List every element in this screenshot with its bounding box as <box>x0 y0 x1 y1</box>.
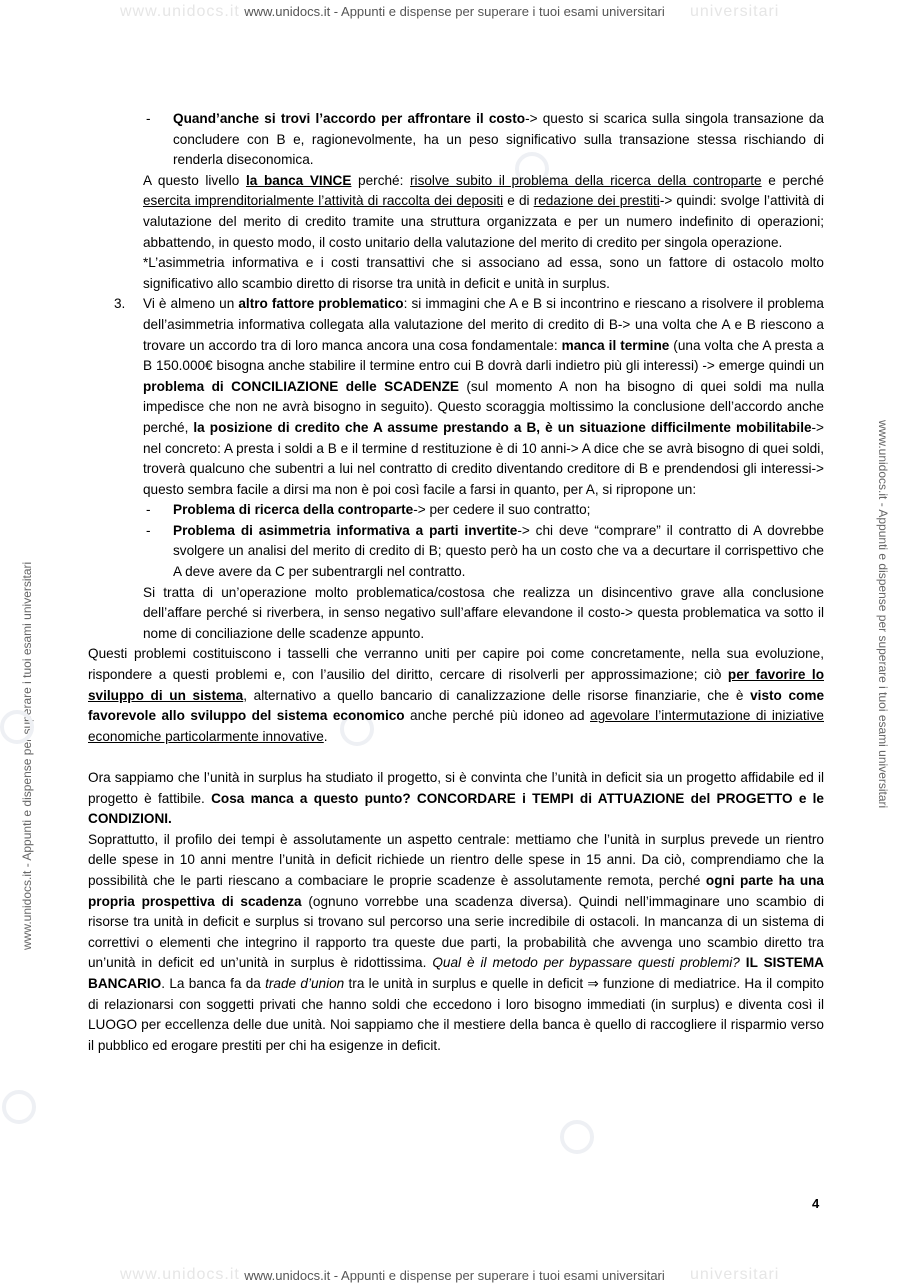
watermark-logo-icon <box>0 710 34 744</box>
paragraph-tasselli: Questi problemi costituiscono i tasselli che verranno uniti per capire poi come concretamente, nella sua evoluzione, rispondere a questi problemi e, con l’ausilio del diritto, cercare di risolverli per approssimazione; ciò per favorire lo sviluppo di un sistema, alternativo a quello bancario di canalizzazione delle risorse finanziarie, che è visto come favorevole allo sviluppo del sistema economico anche perché più idoneo ad agevolare l’intermutazione di iniziative economiche particolarmente innovative. <box>88 646 825 744</box>
watermark-side-left: www.unidocs.it - Appunti e dispense per superare i tuoi esami universitari <box>20 561 34 950</box>
watermark-ghost-top: www.unidocs.it <box>120 3 240 20</box>
watermark-footer: www.unidocs.it - Appunti e dispense per superare i tuoi esami universitari <box>244 1268 665 1283</box>
numbered-item-3: 3. Vi è almeno un altro fattore problematico: si immagini che A e B si incontrino e riescano a risolvere il problema dell’asimmetria informativa collegata alla valutazione del merito di credito di B-> una volta che A e B riescono a trovare un accordo tra di loro manca ancora una cosa fondamentale: manca il termine (una volta che A presta a B 150.000€ bisogna anche stabilire il termine entro cui B dovrà darli indietro più gli interessi) -> emerge quindi un problema di CONCILIAZIONE delle SCADENZE (sul momento A non ha bisogno di quei soldi ma nulla impedisce che non ne avrà bisogno in seguito). Questo scoraggia moltissimo la conclusione dell’accordo anche perché, la posizione di credito che A assume prestando a B, è un situazione difficilmente mobilitabile-> nel concreto: A presta i soldi a B e il termine d restituzione è di 10 anni-> A dice che se avrà bisogno di quei soldi, troverà qualcuno che subentri a lui nel contratto di credito diventando creditore di B e prendendosi gli interessi-> questo sembra facile a dirsi ma non è poi così facile a farsi in quanto, per A, si ripropone un: <box>114 296 824 497</box>
document-body <box>88 109 824 1056</box>
blank-line <box>88 747 824 768</box>
watermark-ghost-top-right: universitari <box>690 3 780 20</box>
watermark-header: www.unidocs.it - Appunti e dispense per superare i tuoi esami universitari <box>244 4 665 19</box>
paragraph-banca-vince: A questo livello la banca VINCE perché: risolve subito il problema della ricerca della controparte e perché esercita imprenditorialmente l’attività di raccolta dei depositi e di redazione dei prestiti-> quindi: svolge l’attività di valutazione del merito di credito tramite una struttura organizzata e per un numero indefinito di operazioni; abbattendo, in questo modo, il costo unitario della valutazione del merito di credito per singola operazione. <box>143 172 825 250</box>
paragraph-asimmetria-note: *L’asimmetria informativa e i costi transattivi che si associano ad essa, sono un fattore di ostacolo molto significativo allo scambio diretto di risorse tra unità in deficit e unità in surplus. <box>143 255 824 291</box>
page-number: 4 <box>812 1196 820 1211</box>
watermark-ghost-bottom: www.unidocs.it <box>120 1266 240 1283</box>
paragraph-progetto: Ora sappiamo che l’unità in surplus ha studiato il progetto, si è convinta che l’unità in deficit sia un progetto affidabile ed il progetto è fattibile. Cosa manca a questo punto? CONCORDARE i TEMPI di ATTUAZIONE del PROGETTO e le CONDIZIONI. <box>88 770 824 827</box>
bullet-item-accordo: - Quand’anche si trovi l’accordo per affrontare il costo-> questo si scarica sulla singola transazione da concludere con B e, ragionevolmente, ha un peso significativo sulla transazione stessa rischiando di renderla diseconomica. <box>146 111 824 168</box>
item-number: 3. <box>114 296 126 312</box>
bullet-dash: - <box>146 502 151 518</box>
bullet-dash: - <box>146 522 151 538</box>
bullet-item-ricerca-controparte: - Problema di ricerca della controparte-> per cedere il suo contratto; <box>88 500 824 521</box>
paragraph-sistema-bancario: Soprattutto, il profilo dei tempi è assolutamente un aspetto centrale: mettiamo che l’unità in surplus prevede un rientro delle spese in 10 anni mentre l’unità in deficit richiede un rientro delle spese in 15 anni. Da ciò, comprendiamo che la possibilità che le parti riescano a combaciare le proprie scadenze è assolutamente remota, perché ogni parte ha una propria prospettiva di scadenza (ognuno vorrebbe una scadenza diversa). Quindi nell’immaginare uno scambio di risorse tra unità in deficit e surplus si trovano sul percorso una serie incredibile di ostacoli. In mancanza di un sistema di correttivi o elementi che integrino il rapporto tra queste due parti, la probabilità che avvenga uno scambio diretto tra un’unità in deficit ed un’unità in surplus è ridottissima. Qual è il metodo per bypassare questi problemi? IL SISTEMA BANCARIO. La banca fa da trade d’union tra le unità in surplus e quelle in deficit ⇒ funzione di mediatrice. Ha il compito di relazionarsi con soggetti privati che hanno soldi che eccedono i loro bisogno immediati (in surplus) e diventa così il LUOGO per eccellenza delle due unità. Noi sappiamo che il mestiere della banca è quello di raccogliere il risparmio verso il pubblico ed erogare prestiti per chi ha esigenze in deficit. <box>88 831 824 1053</box>
bullet-dash: - <box>146 111 151 126</box>
watermark-logo-icon <box>2 1090 36 1124</box>
paragraph-conciliazione: Si tratta di un’operazione molto problematica/costosa che realizza un disincentivo grave alla conclusione dell’affare perché si riverbera, in senso negativo sull’affare elevandone il costo-> questa problematica va sotto il nome di conciliazione delle scadenze appunto. <box>143 584 824 641</box>
bullet-item-asimmetria-invertita: - Problema di asimmetria informativa a parti invertite-> chi deve “comprare” il contratto di A dovrebbe svolgere un analisi del merito di credito di B; questo però ha un costo che va a decurtare il corrispettivo che A deve avere da C per subentrargli nel contratto. <box>146 522 824 580</box>
watermark-side-right: www.unidocs.it - Appunti e dispense per superare i tuoi esami universitari <box>876 420 890 809</box>
watermark-logo-icon <box>560 1120 594 1154</box>
watermark-ghost-bottom-right: universitari <box>690 1266 780 1283</box>
